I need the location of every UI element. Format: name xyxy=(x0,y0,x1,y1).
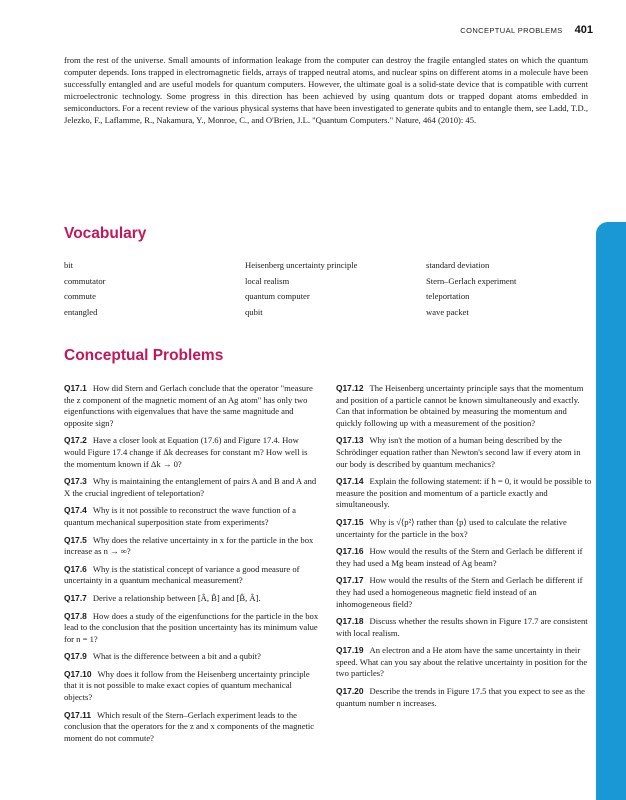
problem-item xyxy=(336,616,593,639)
problem-text: The Heisenberg uncertainty principle says that the momentum and position of a particle cannot be known simultaneously and exactly. Can that information be obtained by measuring the momentum and quickly following up with a measurement of the position? xyxy=(336,383,584,428)
conceptual-problems-heading: Conceptual Problems xyxy=(64,347,224,364)
problem-text: How would the results of the Stern and Gerlach be different if they had used a Mg beam instead of Ag beam? xyxy=(336,546,583,568)
vocab-term: quantum computer xyxy=(245,291,310,301)
vocab-term: teleportation xyxy=(426,291,470,301)
problem-item xyxy=(64,651,319,663)
problem-number: Q17.12 xyxy=(336,383,364,393)
problem-text: Why is it not possible to reconstruct the wave function of a quantum mechanical superposition state from experiments? xyxy=(64,505,296,527)
vocab-term: commutator xyxy=(64,275,106,286)
problem-number: Q17.1 xyxy=(64,383,87,393)
problem-number: Q17.3 xyxy=(64,476,87,487)
vocab-term: commute xyxy=(64,291,96,301)
problem-item xyxy=(336,546,593,569)
problems-right-column xyxy=(336,383,593,715)
problem-text: Derive a relationship between [Â, B̂] and [B̂, Â]. xyxy=(92,592,261,603)
problem-number: Q17.20 xyxy=(336,686,364,697)
problem-item xyxy=(336,383,593,429)
problem-item xyxy=(64,669,319,704)
problem-item xyxy=(64,564,319,587)
chapter-side-tab xyxy=(596,222,626,800)
vocab-term: bit xyxy=(64,260,74,270)
problem-text: Why is √⟨p²⟩ rather than ⟨p⟩ used to calculate the relative uncertainty for the particle in the box? xyxy=(336,516,567,539)
problem-item xyxy=(64,611,319,646)
vocabulary-heading: Vocabulary xyxy=(64,225,147,242)
problem-item xyxy=(64,710,319,745)
problem-number: Q17.4 xyxy=(64,505,87,516)
problem-text: Which result of the Stern–Gerlach experiment leads to the conclusion that the operators for the z and x components of the magnetic moment do not commute? xyxy=(64,709,315,743)
problem-text: Why is the statistical concept of variance a good measure of uncertainty in a quantum mechanical measurement? xyxy=(64,563,300,586)
problem-number: Q17.5 xyxy=(64,534,87,545)
problem-text: How did Stern and Gerlach conclude that the operator "measure the z component of the magnetic moment of an Ag atom" has only two eigenfunctions with eigenvalues that have the same magnitude and opposite sign? xyxy=(64,383,313,428)
problem-number: Q17.2 xyxy=(64,435,87,446)
problem-item xyxy=(64,593,319,605)
problem-item xyxy=(64,535,319,558)
problem-item xyxy=(336,575,593,610)
problem-number: Q17.15 xyxy=(336,516,364,527)
problem-text: Explain the following statement: if ħ = 0, it would be possible to measure the position and momentum of a particle exactly and simultaneously. xyxy=(336,476,592,510)
problems-left-column xyxy=(64,383,319,750)
problem-text: How would the results of the Stern and Gerlach be different if they had used a homogeneous magnetic field instead of an inhomogeneous field? xyxy=(336,575,583,609)
problem-text: Why does the relative uncertainty in x for the particle in the box increase as n → ∞? xyxy=(64,534,314,557)
problem-item xyxy=(336,517,593,540)
problem-text: Discuss whether the results shown in Figure 17.7 are consistent with local realism. xyxy=(336,616,588,638)
vocab-term: standard deviation xyxy=(426,260,490,270)
vocab-term: Heisenberg uncertainty principle xyxy=(245,260,358,270)
problem-number: Q17.16 xyxy=(336,546,364,557)
page-number: 401 xyxy=(574,24,593,36)
problem-item xyxy=(336,686,593,709)
problem-number: Q17.19 xyxy=(336,645,364,656)
vocab-term: qubit xyxy=(245,306,263,317)
problem-item xyxy=(336,476,593,511)
problem-number: Q17.14 xyxy=(336,476,364,487)
problem-number: Q17.9 xyxy=(64,651,87,662)
problem-item xyxy=(64,383,319,429)
problem-text: Why is maintaining the entanglement of pairs A and B and A and X the crucial ingredient of teleportation? xyxy=(64,476,317,498)
problem-number: Q17.6 xyxy=(64,563,87,574)
vocab-term: entangled xyxy=(64,306,98,317)
running-head-section: CONCEPTUAL PROBLEMS xyxy=(460,26,563,35)
problem-item xyxy=(64,435,319,470)
vocabulary-grid xyxy=(64,258,564,320)
problem-item xyxy=(64,476,319,499)
problem-text: How does a study of the eigenfunctions for the particle in the box lead to the conclusion that the position uncertainty has its minimum value for n = 1? xyxy=(64,610,319,644)
problem-number: Q17.17 xyxy=(336,575,364,586)
intro-paragraph: from the rest of the universe. Small amounts of information leakage from the computer can destroy the fragile entangled states on which the quantum computer depends. Ions trapped in electromagnetic fields, arrays of trapped neutral atoms, and nuclear spins on different atoms in a molecule have been successfully entangled and are useful models for quantum computers. However, the ultimate goal is a solid-state device that is compatible with current microelectronic technology. Some progress in this direction has been achieved by using quantum dots or trapped dopant atoms embedded in semiconductors. For a recent review of the various physical systems that have been investigated to generate qubits and to entangle them, see Ladd, T.D., Jelezko, F., Laflamme, R., Nakamura, Y., Monroe, C., and O'Brien, J.L. "Quantum Computers." Nature, 464 (2010): 45. xyxy=(64,55,588,126)
problem-text: Describe the trends in Figure 17.5 that you expect to see as the quantum number n increases. xyxy=(336,686,585,708)
problem-number: Q17.13 xyxy=(336,435,364,446)
problem-text: Why isn't the motion of a human being described by the Schrödinger equation rather than Newton's second law if every atom in our body is described by quantum mechanics? xyxy=(336,435,581,469)
problem-text: An electron and a He atom have the same uncertainty in their speed. What can you say about the relative uncertainty in position for the two particles? xyxy=(336,645,588,679)
problem-number: Q17.7 xyxy=(64,592,87,603)
problem-number: Q17.10 xyxy=(64,668,92,679)
problem-number: Q17.18 xyxy=(336,616,364,627)
running-head xyxy=(460,24,593,36)
problem-text: Why does it follow from the Heisenberg uncertainty principle that it is not possible to make exact copies of quantum mechanical objects? xyxy=(64,668,310,703)
vocab-term: local realism xyxy=(245,275,290,286)
problem-text: What is the difference between a bit and a qubit? xyxy=(92,651,261,662)
problem-number: Q17.8 xyxy=(64,610,87,621)
problem-item xyxy=(336,645,593,680)
problem-item xyxy=(64,505,319,528)
vocab-term: Stern–Gerlach experiment xyxy=(426,275,517,286)
problem-number: Q17.11 xyxy=(64,709,92,720)
problem-item xyxy=(336,435,593,470)
vocab-term: wave packet xyxy=(426,306,469,317)
problem-text: Have a closer look at Equation (17.6) and Figure 17.4. How would Figure 17.4 change if Δk decreases for constant m? How well is the momentum known if Δk → 0? xyxy=(64,435,308,469)
